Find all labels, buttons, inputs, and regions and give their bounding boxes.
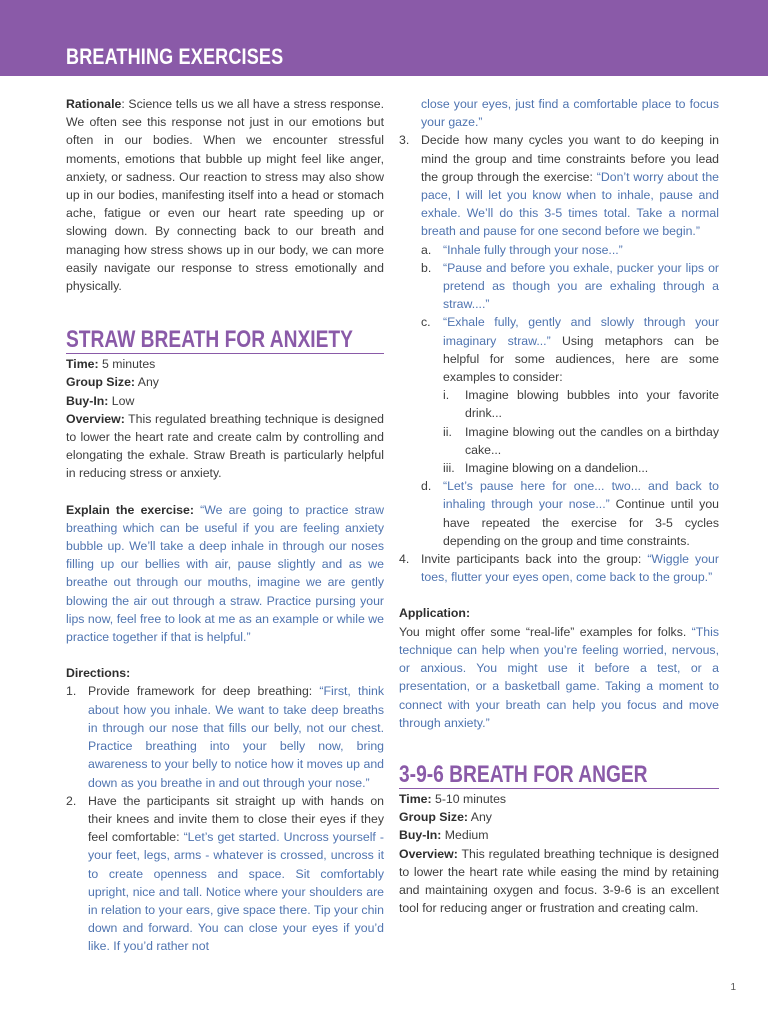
meta-group-size: Group Size: Any — [66, 375, 159, 390]
right-column — [399, 95, 719, 917]
rationale-paragraph — [66, 95, 384, 295]
sub-list — [421, 241, 719, 550]
application-label: Application: — [399, 606, 471, 621]
list-item: 4. Invite participants back into the group: “Wiggle your toes, flutter your eyes open, come back to the group.” — [399, 552, 719, 585]
meta-time: Time: 5 minutes — [66, 357, 156, 372]
page-number: 1 — [730, 982, 736, 993]
sub-list-item: c. “Exhale fully, gently and slowly through your imaginary straw...” Using metaphors can be helpful for some audiences, here are some examples to consider: i. Imagine blowing bubbles into your favorite drink... ii. Imagine blowing out the candles on a birthday cake... iii. Imagine blowing on a dandelion... — [421, 313, 719, 477]
examples-list — [443, 386, 719, 477]
section-divider — [399, 788, 719, 789]
rationale-label: Rationale — [66, 97, 122, 111]
list-item-continued: close your eyes, just find a comfortable place to focus your gaze.” — [421, 97, 719, 130]
example-item: iii. Imagine blowing on a dandelion... — [443, 461, 649, 476]
meta-time: Time: 5-10 minutes — [399, 791, 507, 806]
example-item: ii. Imagine blowing out the candles on a birthday cake... — [443, 424, 719, 457]
list-item: 1. Provide framework for deep breathing: “First, think about how you inhale. We want to take deep breaths in through our nose that fills our belly, not our chest. Practice breathing into your belly now, bring awareness to your belly to notice how it moves up and down as you breathe in and out through your nose.” — [66, 684, 384, 790]
section-title-anger: 3-9-6 BREATH FOR ANGER — [399, 760, 648, 788]
overview-paragraph: Overview: This regulated breathing technique is designed to lower the heart rate and create calm by controlling and elongating the exhale. Straw Breath is particularly helpful in reducing stress or anxiety. — [66, 411, 384, 481]
overview-paragraph: Overview: This regulated breathing technique is designed to lower the heart rate while easing the mind by retaining and maintaining oxygen and focus. 3-9-6 is an excellent tool for reducing anger or frustration and creating calm. — [399, 846, 719, 916]
directions-label: Directions: — [66, 666, 131, 681]
page-title: BREATHING EXERCISES — [66, 44, 284, 69]
example-item: i. Imagine blowing bubbles into your favorite drink... — [443, 388, 719, 421]
explain-paragraph: Explain the exercise: “We are going to practice straw breathing which can be useful if you are feeling anxiety bubble up. We’ll take a deep inhale in through our noses filling up our bellies with air, pause slightly and as we breathe out through our mouths, imagine we are gently blowing the air out through a straw. Practice pursing your lips now, feel free to look at me as an example or while we practice together if that is helpful.” — [66, 502, 384, 645]
section-title-straw: STRAW BREATH FOR ANXIETY — [66, 326, 353, 354]
sub-list-item: b. “Pause and before you exhale, pucker your lips or pretend as though you are exhaling through a straw....” — [421, 260, 719, 312]
meta-buy-in: Buy-In: Low — [66, 393, 135, 408]
meta-group-size: Group Size: Any — [399, 810, 492, 825]
directions-list — [66, 682, 384, 955]
application-paragraph: You might offer some “real-life” examples for folks. “This technique can help when you’re feeling worried, nervous, or anxious. You might use it before a test, or a presentation, or a basketball game. Taking a moment to connect with your breath can help you focus and move through anxiety.” — [399, 624, 719, 730]
sub-list-item: a. “Inhale fully through your nose...” — [421, 242, 623, 257]
rationale-text: : Science tells us we all have a stress response. We often see this response not just in our emotions but often in our bodies. When we encounter stressful moments, emotions that bubble up might feel like anger, anxiety, or sadness. Our reaction to stress may also show up in our bodies, manifesting itself into a head or stomach ache, fatigue or even our heart rate speeding up or slowing down. By connecting back to our breath and managing how stress shows up in our body, we can more easily navigate our response to stress emotionally and physically. — [66, 97, 384, 294]
left-column — [66, 95, 384, 956]
list-item: 2. Have the participants sit straight up with hands on their knees and invite them to close their eyes if they feel comfortable: “Let’s get started. Uncross yourself - your feet, legs, arms - whatever is crossed, uncross it to create openness and space. Sit comfortably upright, nice and tall. Notice where your shoulders are in relation to your ears, give space there. Tip your chin down and forward. You can close your eyes if you’d like. If you’d rather not — [66, 793, 384, 954]
section-divider — [66, 353, 384, 354]
list-item: 3. Decide how many cycles you want to do keeping in mind the group and time constraints before you lead the group through the exercise: “Don’t worry about the pace, I will let you know when to inhale, pause and exhale. We’ll do this 3-5 times total. Take a normal breath and pause for one second before we begin.” a. “Inhale fully through your nose...” b. “Pause and before you exhale, pucker your lips or pretend as though you are exhaling through a straw....” c. “Exhale fully, gently and slowly through your imaginary straw...” Using metaphors can be helpful for some audiences, here are some examples to consider: i. Imagine blowing bubbles into your favorite drink... ii. Imagine blowing out the candles on a birthday cake... iii. Imagine blowing on a dandelion... d. “Let’s pause here for one... two... and back to inhaling through your nose...” Continue until you have repeated the exercise for 3-5 cycles depending on the group and time constraints. — [399, 131, 719, 550]
meta-buy-in: Buy-In: Medium — [399, 828, 489, 843]
sub-list-item: d. “Let’s pause here for one... two... and back to inhaling through your nose...” Continue until you have repeated the exercise for 3-5 cycles depending on the group and time constraints. — [421, 479, 720, 548]
